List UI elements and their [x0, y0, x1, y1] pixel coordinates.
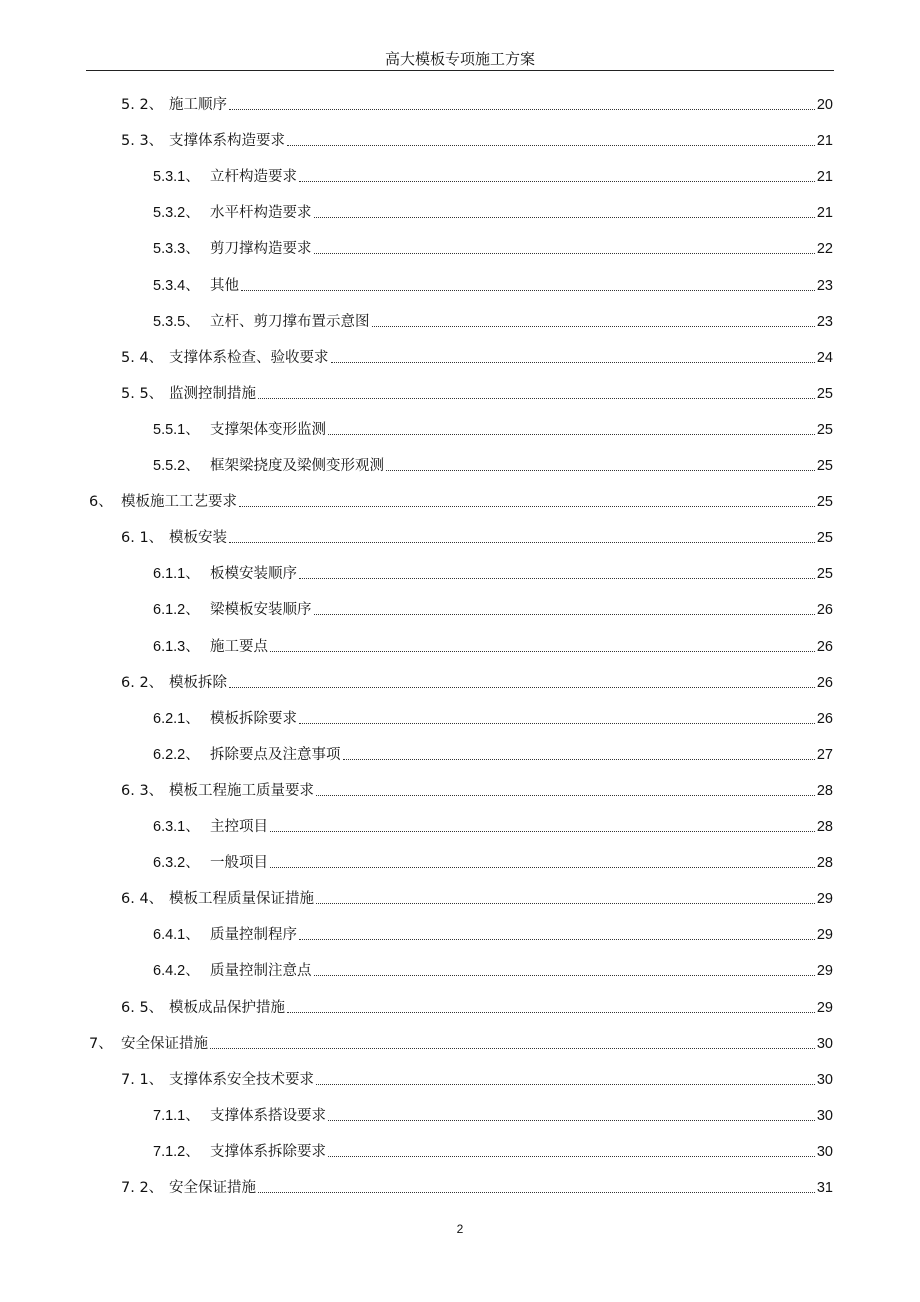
toc-dot-leader	[258, 1192, 815, 1193]
toc-entry-page: 30	[816, 1107, 833, 1124]
toc-entry-number: 6.4.1、	[153, 927, 200, 944]
toc-entry-title: 模板拆除要求	[210, 710, 297, 727]
toc-entry-page: 30	[816, 1071, 833, 1088]
toc-entry-title: 框架梁挠度及梁侧变形观测	[210, 458, 384, 474]
toc-entry-page: 29	[816, 891, 833, 908]
toc-entry-page: 28	[816, 782, 833, 799]
toc-entry-number: 6.3.1、	[153, 819, 200, 835]
toc-entry-number: 6.2.2、	[153, 746, 200, 763]
toc-entry-title: 拆除要点及注意事项	[210, 746, 341, 763]
toc-dot-leader	[229, 687, 815, 688]
toc-entry-number: 6.1.2、	[153, 602, 200, 619]
toc-dot-leader	[314, 614, 815, 615]
toc-entry[interactable]	[121, 673, 833, 693]
toc-dot-leader	[314, 217, 815, 218]
toc-entry-title: 模板拆除	[169, 674, 227, 691]
toc-entry-number: 6.3.2、	[153, 855, 200, 872]
toc-dot-leader	[258, 398, 815, 399]
toc-entry-number: 5.3.3、	[153, 241, 200, 258]
toc-dot-leader	[316, 903, 815, 904]
toc-entry-number: 5. 4、	[121, 349, 164, 366]
toc-dot-leader	[270, 867, 815, 868]
toc-entry-number: 6. 3、	[121, 782, 164, 799]
toc-dot-leader	[299, 723, 815, 724]
toc-entry-title: 支撑体系拆除要求	[210, 1143, 326, 1160]
toc-entry-title: 支撑体系安全技术要求	[169, 1071, 314, 1088]
toc-entry-page: 30	[816, 1035, 833, 1052]
toc-entry[interactable]	[153, 709, 833, 729]
toc-entry[interactable]	[153, 1106, 833, 1126]
toc-entry[interactable]	[121, 348, 833, 368]
toc-entry-title: 模板施工工艺要求	[121, 494, 237, 511]
toc-entry-page: 26	[816, 602, 833, 619]
toc-entry-number: 6. 1、	[121, 530, 164, 547]
toc-entry[interactable]	[121, 384, 833, 404]
toc-entry[interactable]	[121, 998, 833, 1018]
toc-entry-number: 6.1.3、	[153, 638, 200, 655]
toc-entry-number: 7. 1、	[121, 1071, 164, 1088]
toc-entry-page: 22	[816, 241, 833, 258]
toc-entry[interactable]	[153, 853, 833, 873]
toc-entry[interactable]	[89, 492, 833, 512]
toc-dot-leader	[287, 1012, 815, 1013]
toc-entry-page: 28	[816, 819, 833, 835]
toc-entry-title: 质量控制注意点	[210, 963, 312, 980]
toc-entry-number: 7.1.1、	[153, 1107, 200, 1124]
toc-entry-number: 5. 5、	[121, 385, 164, 402]
toc-entry-title: 剪刀撑构造要求	[210, 241, 312, 258]
toc-entry-page: 30	[816, 1143, 833, 1160]
toc-entry[interactable]	[121, 95, 833, 115]
toc-entry-number: 5.3.1、	[153, 169, 200, 186]
toc-entry-page: 24	[816, 349, 833, 366]
toc-dot-leader	[372, 326, 815, 327]
toc-entry[interactable]	[153, 420, 833, 440]
toc-entry-number: 5.3.5、	[153, 313, 200, 330]
toc-dot-leader	[316, 795, 815, 796]
toc-dot-leader	[210, 1048, 815, 1049]
toc-entry[interactable]	[121, 528, 833, 548]
toc-entry-title: 支撑体系构造要求	[169, 133, 285, 150]
toc-entry[interactable]	[153, 564, 833, 584]
toc-entry[interactable]	[153, 637, 833, 657]
toc-dot-leader	[229, 542, 815, 543]
toc-dot-leader	[343, 759, 815, 760]
toc-entry-title: 模板成品保护措施	[169, 999, 285, 1016]
toc-dot-leader	[229, 109, 815, 110]
toc-entry-number: 6. 5、	[121, 999, 164, 1016]
toc-entry[interactable]	[153, 961, 833, 981]
toc-entry-page: 23	[816, 277, 833, 294]
toc-entry-title: 板模安装顺序	[210, 566, 297, 583]
toc-entry-number: 6.2.1、	[153, 710, 200, 727]
toc-entry-title: 梁模板安装顺序	[210, 602, 312, 619]
toc-entry-title: 施工顺序	[169, 97, 227, 113]
toc-dot-leader	[270, 831, 815, 832]
toc-entry[interactable]	[121, 1178, 833, 1198]
toc-entry-number: 7.1.2、	[153, 1143, 200, 1160]
toc-dot-leader	[316, 1084, 815, 1085]
toc-entry-number: 5.3.4、	[153, 277, 200, 294]
toc-dot-leader	[299, 939, 815, 940]
page-header-title: 高大模板专项施工方案	[384, 50, 535, 68]
toc-entry-title: 模板工程质量保证措施	[169, 891, 314, 908]
toc-entry-page: 23	[816, 313, 833, 330]
toc-entry-title: 立杆、剪刀撑布置示意图	[210, 313, 370, 330]
toc-entry-title: 支撑体系搭设要求	[210, 1107, 326, 1124]
toc-entry-page: 29	[816, 927, 833, 944]
toc-entry-number: 5. 3、	[121, 133, 164, 150]
toc-entry-number: 5. 2、	[121, 97, 164, 113]
toc-entry-page: 26	[816, 710, 833, 727]
toc-entry-title: 质量控制程序	[210, 927, 297, 944]
toc-entry-page: 21	[816, 169, 833, 186]
toc-entry-number: 7. 2、	[121, 1180, 164, 1196]
toc-entry[interactable]	[121, 131, 833, 151]
toc-entry-title: 安全保证措施	[169, 1180, 256, 1196]
toc-entry-page: 26	[816, 638, 833, 655]
toc-dot-leader	[328, 1156, 815, 1157]
toc-dot-leader	[299, 181, 815, 182]
toc-entry-number: 6.4.2、	[153, 963, 200, 980]
toc-entry-number: 6. 4、	[121, 891, 164, 908]
toc-entry-page: 20	[816, 97, 833, 113]
toc-entry-page: 29	[816, 999, 833, 1016]
toc-entry-title: 监测控制措施	[169, 385, 256, 402]
toc-entry-title: 支撑架体变形监测	[210, 421, 326, 438]
toc-entry[interactable]	[153, 239, 833, 259]
toc-dot-leader	[314, 253, 815, 254]
toc-entry-page: 25	[816, 458, 833, 474]
toc-entry-number: 6.1.1、	[153, 566, 200, 583]
toc-entry-number: 5.3.2、	[153, 205, 200, 222]
toc-entry-number: 5.5.2、	[153, 458, 200, 474]
toc-dot-leader	[314, 975, 815, 976]
toc-entry-page: 27	[816, 746, 833, 763]
toc-entry[interactable]	[153, 817, 833, 837]
toc-dot-leader	[328, 434, 815, 435]
toc-dot-leader	[241, 290, 815, 291]
toc-dot-leader	[299, 578, 815, 579]
toc-entry[interactable]	[121, 889, 833, 909]
toc-dot-leader	[386, 470, 815, 471]
toc-entry-page: 21	[816, 205, 833, 222]
toc-entry-page: 25	[816, 530, 833, 547]
toc-entry[interactable]	[153, 1142, 833, 1162]
toc-dot-leader	[328, 1120, 815, 1121]
toc-entry-number: 5.5.1、	[153, 421, 200, 438]
toc-dot-leader	[287, 145, 815, 146]
toc-entry-title: 安全保证措施	[121, 1035, 208, 1052]
toc-entry[interactable]	[153, 167, 833, 187]
toc-entry[interactable]	[89, 1034, 833, 1054]
toc-entry-title: 其他	[210, 277, 239, 294]
toc-dot-leader	[331, 362, 815, 363]
toc-entry-title: 水平杆构造要求	[210, 205, 312, 222]
toc-entry-page: 26	[816, 674, 833, 691]
toc-entry-page: 31	[816, 1180, 833, 1196]
toc-entry-page: 28	[816, 855, 833, 872]
toc-entry-title: 支撑体系检查、验收要求	[169, 349, 329, 366]
toc-entry[interactable]	[153, 456, 833, 476]
toc-entry[interactable]	[153, 312, 833, 332]
toc-entry-page: 25	[816, 421, 833, 438]
toc-entry[interactable]	[153, 745, 833, 765]
toc-entry[interactable]	[153, 600, 833, 620]
toc-entry-page: 21	[816, 133, 833, 150]
toc-entry-page: 29	[816, 963, 833, 980]
toc-entry-page: 25	[816, 385, 833, 402]
toc-entry-title: 立杆构造要求	[210, 169, 297, 186]
toc-entry-number: 6、	[89, 494, 113, 511]
toc-entry[interactable]	[121, 1070, 833, 1090]
toc-entry-title: 模板工程施工质量要求	[169, 782, 314, 799]
toc-entry[interactable]	[121, 781, 833, 801]
toc-entry-page: 25	[816, 494, 833, 511]
toc-dot-leader	[239, 506, 815, 507]
page-number: 2	[456, 1222, 464, 1236]
toc-entry-number: 6. 2、	[121, 674, 164, 691]
toc-entry[interactable]	[153, 276, 833, 296]
toc-entry[interactable]	[153, 925, 833, 945]
toc-entry-title: 模板安装	[169, 530, 227, 547]
toc-entry-title: 一般项目	[210, 855, 268, 872]
toc-entry-title: 施工要点	[210, 638, 268, 655]
toc-entry-page: 25	[816, 566, 833, 583]
toc-entry-title: 主控项目	[210, 819, 268, 835]
toc-entry[interactable]	[153, 203, 833, 223]
toc-entry-number: 7、	[89, 1035, 113, 1052]
toc-dot-leader	[270, 651, 815, 652]
